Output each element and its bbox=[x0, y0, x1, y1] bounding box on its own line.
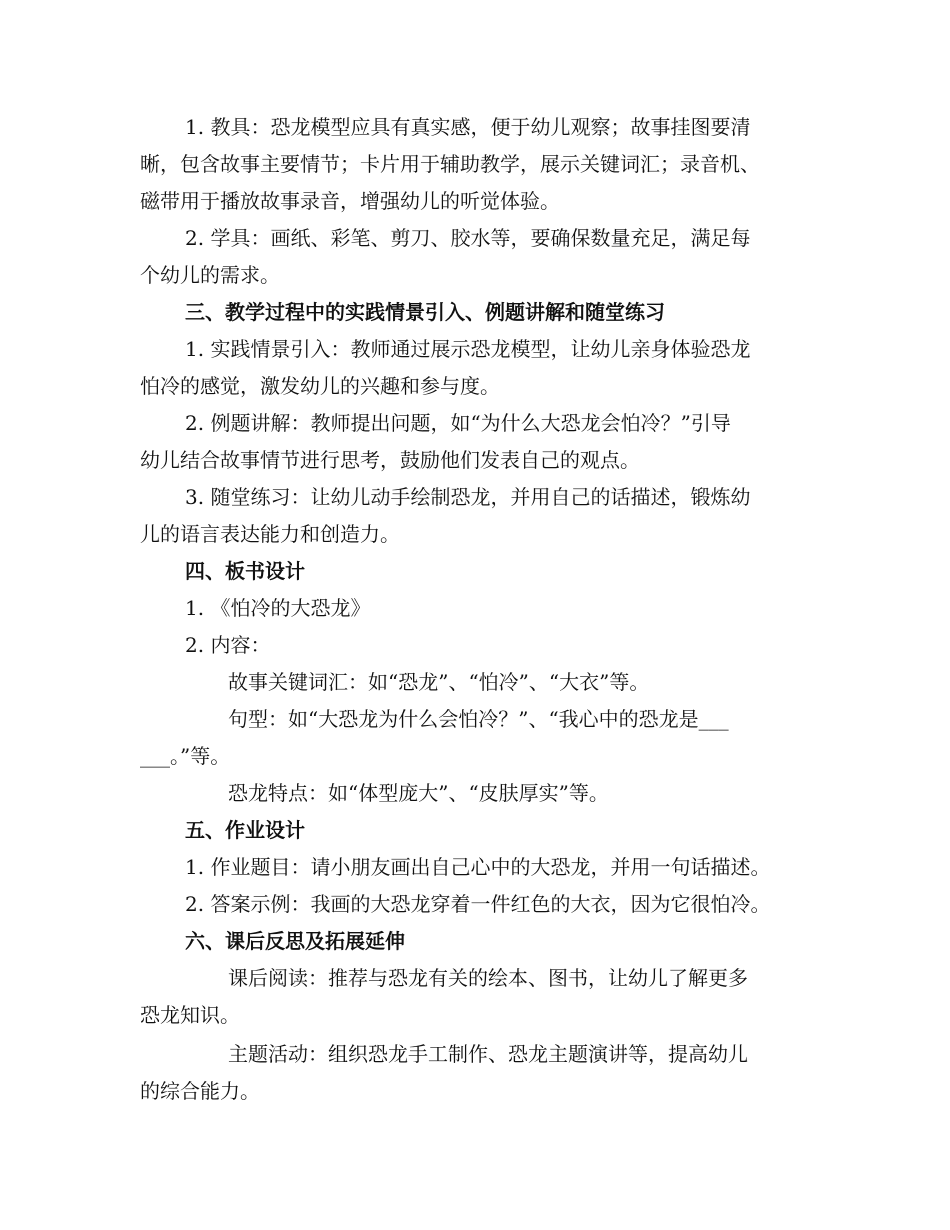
paragraph-line: 2. 例题讲解：教师提出问题，如“为什么大恐龙会怕冷？”引导 bbox=[185, 411, 731, 435]
section-heading: 四、板书设计 bbox=[185, 559, 305, 583]
paragraph-line: 句型：如“大恐龙为什么会怕冷？”、“我心中的恐龙是___ bbox=[228, 707, 729, 731]
section-heading: 六、课后反思及拓展延伸 bbox=[185, 929, 405, 953]
paragraph-line: 磁带用于播放故事录音，增强幼儿的听觉体验。 bbox=[140, 189, 560, 213]
paragraph-line: 怕冷的感觉，激发幼儿的兴趣和参与度。 bbox=[140, 374, 500, 398]
section-heading: 五、作业设计 bbox=[185, 818, 305, 842]
paragraph-line: 个幼儿的需求。 bbox=[140, 263, 280, 287]
paragraph-line: 1. 实践情景引入：教师通过展示恐龙模型，让幼儿亲身体验恐龙 bbox=[185, 337, 751, 361]
paragraph-line: 儿的语言表达能力和创造力。 bbox=[140, 522, 400, 546]
section-heading: 三、教学过程中的实践情景引入、例题讲解和随堂练习 bbox=[185, 300, 665, 324]
paragraph-line: 晰，包含故事主要情节；卡片用于辅助教学，展示关键词汇；录音机、 bbox=[140, 152, 760, 176]
paragraph-line: 主题活动：组织恐龙手工制作、恐龙主题演讲等，提高幼儿 bbox=[228, 1042, 748, 1066]
paragraph-line: 1. 教具：恐龙模型应具有真实感，便于幼儿观察；故事挂图要清 bbox=[185, 115, 751, 139]
paragraph-line: 课后阅读：推荐与恐龙有关的绘本、图书，让幼儿了解更多 bbox=[228, 966, 748, 990]
paragraph-line: 幼儿结合故事情节进行思考，鼓励他们发表自己的观点。 bbox=[140, 448, 640, 472]
paragraph-line: ___。”等。 bbox=[140, 744, 231, 768]
paragraph-line: 2. 内容： bbox=[185, 633, 271, 657]
paragraph-line: 3. 随堂练习：让幼儿动手绘制恐龙，并用自己的话描述，锻炼幼 bbox=[185, 485, 751, 509]
paragraph-line: 恐龙知识。 bbox=[140, 1003, 240, 1027]
paragraph-line: 的综合能力。 bbox=[140, 1079, 260, 1103]
paragraph-line: 1. 《怕冷的大恐龙》 bbox=[185, 596, 371, 620]
paragraph-line: 2. 学具：画纸、彩笔、剪刀、胶水等，要确保数量充足，满足每 bbox=[185, 226, 751, 250]
paragraph-line: 恐龙特点：如“体型庞大”、“皮肤厚实”等。 bbox=[228, 781, 609, 805]
paragraph-line: 故事关键词汇：如“恐龙”、“怕冷”、“大衣”等。 bbox=[228, 670, 650, 694]
paragraph-line: 1. 作业题目：请小朋友画出自己心中的大恐龙，并用一句话描述。 bbox=[185, 855, 771, 879]
paragraph-line: 2. 答案示例：我画的大恐龙穿着一件红色的大衣，因为它很怕冷。 bbox=[185, 892, 771, 916]
